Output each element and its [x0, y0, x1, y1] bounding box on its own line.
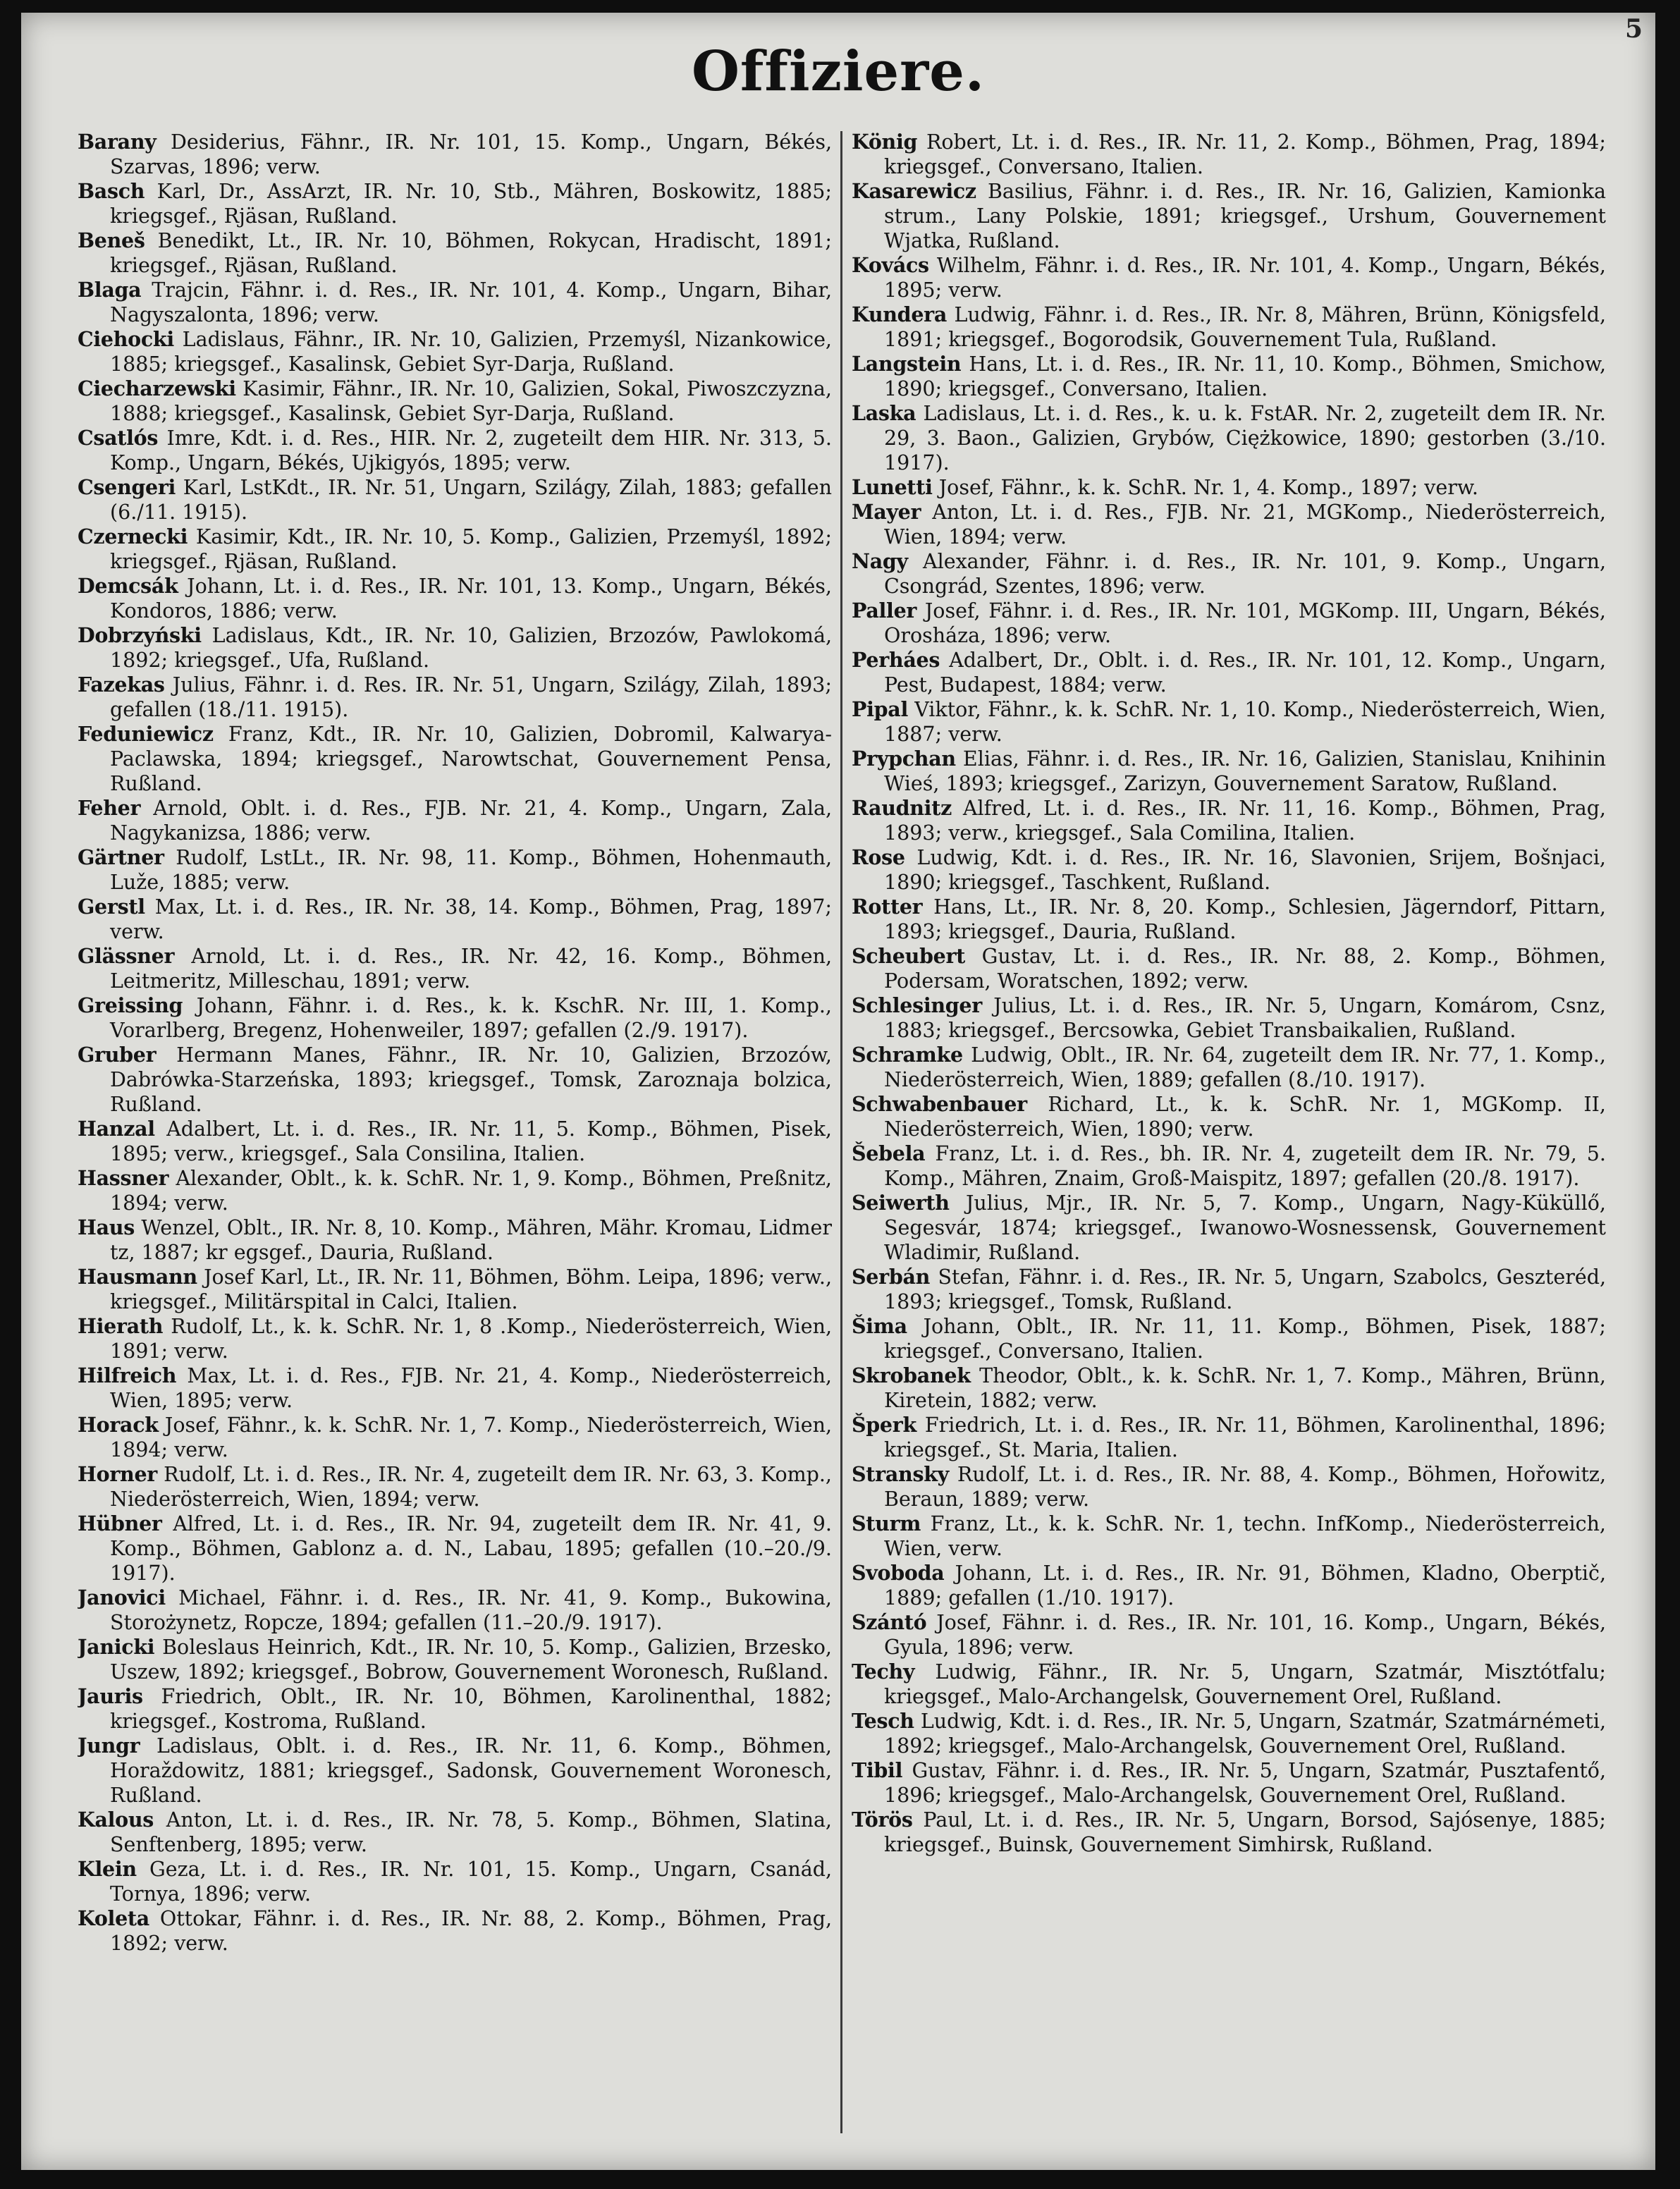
officer-entry [78, 1808, 832, 1857]
officer-surname: Horack [78, 1413, 159, 1437]
page-number: 5 [1624, 14, 1643, 44]
officer-entry [852, 500, 1606, 549]
officer-details: Ludwig, Fähnr., IR. Nr. 5, Ungarn, Szatmár, Misztótfalu; kriegsgef., Malo-Archangelsk, Gouvernement Orel, Rußland. [884, 1660, 1606, 1708]
officer-surname: Scheubert [852, 944, 966, 968]
officer-entry [78, 722, 832, 796]
officer-details: Josef, Fähnr., k. k. SchR. Nr. 1, 4. Komp., 1897; verw. [938, 476, 1478, 499]
officer-entry [78, 1635, 832, 1684]
officer-surname: Nagy [852, 549, 908, 573]
officer-details: Johann, Fähnr. i. d. Res., k. k. KschR. Nr. III, 1. Komp., Vorarlberg, Bregenz, Hohenweiler, 1897; gefallen (2./9. 1917). [110, 994, 832, 1042]
officer-entry [78, 1586, 832, 1635]
officer-surname: Lunetti [852, 475, 933, 499]
officer-surname: Barany [78, 130, 157, 154]
officer-surname: Törös [852, 1808, 913, 1832]
officer-surname: Horner [78, 1462, 158, 1486]
officer-entry [852, 1141, 1606, 1191]
officer-details: Franz, Lt., k. k. SchR. Nr. 1, techn. InfKomp., Niederösterreich, Wien, verw. [884, 1512, 1606, 1560]
officer-details: Max, Lt. i. d. Res., FJB. Nr. 21, 4. Komp., Niederösterreich, Wien, 1895; verw. [110, 1364, 832, 1412]
officer-details: Viktor, Fähnr., k. k. SchR. Nr. 1, 10. Komp., Niederösterreich, Wien, 1887; verw. [884, 698, 1606, 746]
officer-entry [78, 426, 832, 475]
officer-surname: Stransky [852, 1462, 949, 1486]
officer-surname: Serbán [852, 1265, 931, 1289]
officer-entry [852, 549, 1606, 599]
officer-surname: Hübner [78, 1512, 162, 1535]
officer-details: Alfred, Lt. i. d. Res., IR. Nr. 11, 16. Komp., Böhmen, Prag, 1893; verw., kriegsgef., Sala Comilina, Italien. [884, 797, 1606, 845]
officer-entry [78, 993, 832, 1043]
officer-surname: Ciehocki [78, 327, 174, 351]
officer-details: Karl, Dr., AssArzt, IR. Nr. 10, Stb., Mähren, Boskowitz, 1885; kriegsgef., Rjäsan, Rußland. [110, 180, 832, 228]
officer-surname: Kundera [852, 302, 948, 326]
officer-details: Hans, Lt., IR. Nr. 8, 20. Komp., Schlesien, Jägerndorf, Pittarn, 1893; kriegsgef., Dauria, Rußland. [884, 895, 1606, 943]
officer-entry [852, 1092, 1606, 1141]
officer-entry [852, 1191, 1606, 1265]
officer-entry [852, 1808, 1606, 1857]
officer-surname: Techy [852, 1660, 915, 1684]
officer-surname: Schramke [852, 1043, 963, 1067]
officer-surname: Skrobanek [852, 1363, 971, 1387]
officer-surname: Svoboda [852, 1561, 945, 1585]
officer-entry [78, 228, 832, 278]
officer-surname: Jauris [78, 1684, 143, 1708]
officer-entry [78, 1117, 832, 1166]
officer-details: Geza, Lt. i. d. Res., IR. Nr. 101, 15. Komp., Ungarn, Csanád, Tornya, 1896; verw. [110, 1858, 832, 1906]
officer-entry [78, 179, 832, 228]
officer-surname: Czernecki [78, 525, 188, 548]
officer-entry [78, 1314, 832, 1363]
officer-surname: Feduniewicz [78, 722, 214, 746]
officer-details: Gustav, Fähnr. i. d. Res., IR. Nr. 5, Ungarn, Szatmár, Pusztafentő, 1896; kriegsgef., Malo-Archangelsk, Gouvernement Orel, Rußland. [884, 1759, 1606, 1807]
officer-entry [78, 327, 832, 376]
officer-details: Paul, Lt. i. d. Res., IR. Nr. 5, Ungarn, Borsod, Sajósenye, 1885; kriegsgef., Buinsk, Gouvernement Simhirsk, Rußland. [884, 1808, 1606, 1856]
officer-details: Adalbert, Dr., Oblt. i. d. Res., IR. Nr. 101, 12. Komp., Ungarn, Pest, Budapest, 1884; verw. [884, 649, 1606, 697]
officer-details: Johann, Oblt., IR. Nr. 11, 11. Komp., Böhmen, Pisek, 1887; kriegsgef., Conversano, Italien. [884, 1315, 1606, 1363]
officer-surname: Demcsák [78, 574, 178, 598]
officer-entry [852, 1043, 1606, 1092]
officer-surname: Šima [852, 1314, 907, 1338]
officer-entry [852, 747, 1606, 796]
officer-surname: Greissing [78, 993, 183, 1017]
officer-entry [78, 278, 832, 327]
officer-entry [78, 1265, 832, 1314]
officer-surname: Jungr [78, 1734, 140, 1758]
officer-surname: Kalous [78, 1808, 154, 1832]
officer-details: Max, Lt. i. d. Res., IR. Nr. 38, 14. Komp., Böhmen, Prag, 1897; verw. [110, 895, 832, 943]
officer-surname: Csengeri [78, 475, 176, 499]
officer-entry [78, 1043, 832, 1117]
officer-entry [78, 1857, 832, 1906]
officer-surname: Kovács [852, 253, 929, 277]
officer-details: Kasimir, Fähnr., IR. Nr. 10, Galizien, Sokal, Piwoszczyzna, 1888; kriegsgef., Kasalinsk, Gebiet Syr-Darja, Rußland. [110, 377, 832, 425]
officer-entry [78, 1906, 832, 1956]
officer-surname: König [852, 130, 918, 154]
officer-details: Gustav, Lt. i. d. Res., IR. Nr. 88, 2. Komp., Böhmen, Podersam, Woratschen, 1892; verw. [884, 945, 1606, 993]
officer-entry [78, 525, 832, 574]
officer-details: Richard, Lt., k. k. SchR. Nr. 1, MGKomp. II, Niederösterreich, Wien, 1890; verw. [884, 1093, 1606, 1141]
officer-surname: Gruber [78, 1043, 157, 1067]
officer-details: Ladislaus, Fähnr., IR. Nr. 10, Galizien, Przemyśl, Nizankowice, 1885; kriegsgef., Kasalinsk, Gebiet Syr-Darja, Rußland. [110, 328, 832, 376]
officer-details: Alexander, Oblt., k. k. SchR. Nr. 1, 9. Komp., Böhmen, Preßnitz, 1894; verw. [110, 1167, 832, 1215]
officer-details: Adalbert, Lt. i. d. Res., IR. Nr. 11, 5. Komp., Böhmen, Pisek, 1895; verw., kriegsgef., Sala Consilina, Italien. [110, 1117, 832, 1165]
officer-surname: Paller [852, 599, 917, 623]
officer-details: Ladislaus, Kdt., IR. Nr. 10, Galizien, Brzozów, Pawlokomá, 1892; kriegsgef., Ufa, Rußland. [110, 624, 832, 672]
officer-entry [78, 1462, 832, 1512]
officer-entry [852, 1610, 1606, 1660]
officer-entry [78, 944, 832, 993]
page-title: Offiziere. [691, 39, 986, 104]
officer-surname: Tibil [852, 1758, 903, 1782]
officer-surname: Mayer [852, 500, 921, 524]
officer-surname: Langstein [852, 352, 962, 376]
officer-entry [78, 574, 832, 623]
officer-details: Benedikt, Lt., IR. Nr. 10, Böhmen, Rokycan, Hradischt, 1891; kriegsgef., Rjäsan, Rußland. [110, 229, 832, 277]
officer-entry [852, 475, 1606, 500]
officer-entry [78, 1684, 832, 1734]
officer-entry [78, 475, 832, 525]
officer-details: Michael, Fähnr. i. d. Res., IR. Nr. 41, 9. Komp., Bukowina, Storożynetz, Ropcze, 1894; gefallen (11.–20./9. 1917). [110, 1586, 832, 1634]
officer-surname: Glässner [78, 944, 175, 968]
officer-details: Rudolf, Lt. i. d. Res., IR. Nr. 88, 4. Komp., Böhmen, Hořowitz, Beraun, 1889; verw. [884, 1463, 1606, 1511]
officer-details: Wilhelm, Fähnr. i. d. Res., IR. Nr. 101, 4. Komp., Ungarn, Békés, 1895; verw. [884, 254, 1606, 302]
officer-entry [78, 895, 832, 944]
officer-entry [852, 1363, 1606, 1413]
officer-details: Trajcin, Fähnr. i. d. Res., IR. Nr. 101, 4. Komp., Ungarn, Bihar, Nagyszalonta, 1896; verw. [110, 278, 832, 326]
officer-details: Ladislaus, Oblt. i. d. Res., IR. Nr. 11, 6. Komp., Böhmen, Horaždowitz, 1881; kriegsgef., Sadonsk, Gouvernement Woronesch, Rußland. [110, 1734, 832, 1807]
officer-details: Anton, Lt. i. d. Res., IR. Nr. 78, 5. Komp., Böhmen, Slatina, Senftenberg, 1895; verw. [110, 1808, 832, 1856]
officer-details: Josef Karl, Lt., IR. Nr. 11, Böhmen, Böhm. Leipa, 1896; verw., kriegsgef., Militärspital in Calci, Italien. [110, 1265, 832, 1313]
officer-entry [78, 1166, 832, 1215]
officer-entry [852, 1758, 1606, 1808]
officer-details: Anton, Lt. i. d. Res., FJB. Nr. 21, MGKomp., Niederösterreich, Wien, 1894; verw. [884, 501, 1606, 548]
officer-entry [78, 376, 832, 426]
officer-details: Arnold, Oblt. i. d. Res., FJB. Nr. 21, 4. Komp., Ungarn, Zala, Nagykanizsa, 1886; verw. [110, 797, 832, 845]
officer-surname: Haus [78, 1215, 135, 1239]
officer-surname: Perháes [852, 648, 940, 672]
officer-details: Karl, LstKdt., IR. Nr. 51, Ungarn, Szilágy, Zilah, 1883; gefallen (6./11. 1915). [110, 476, 832, 524]
officer-entry [852, 1709, 1606, 1758]
officer-surname: Raudnitz [852, 796, 952, 820]
officer-entry [78, 1413, 832, 1462]
officer-details: Ludwig, Kdt. i. d. Res., IR. Nr. 16, Slavonien, Srijem, Bošnjaci, 1890; kriegsgef., Taschkent, Rußland. [884, 846, 1606, 894]
officer-details: Julius, Lt. i. d. Res., IR. Nr. 5, Ungarn, Komárom, Csnz, 1883; kriegsgef., Bercsowka, Gebiet Transbaikalien, Rußland. [884, 994, 1606, 1042]
officer-entry [78, 1512, 832, 1586]
officer-details: Josef, Fähnr. i. d. Res., IR. Nr. 101, 16. Komp., Ungarn, Békés, Gyula, 1896; verw. [884, 1611, 1606, 1659]
officer-surname: Prypchan [852, 747, 956, 771]
officer-details: Elias, Fähnr. i. d. Res., IR. Nr. 16, Galizien, Stanislau, Knihinin Wieś, 1893; kriegsgef., Zarizyn, Gouvernement Saratow, Rußland. [884, 747, 1606, 795]
officer-entry [852, 1462, 1606, 1512]
officer-surname: Rotter [852, 895, 923, 919]
officer-details: Ottokar, Fähnr. i. d. Res., IR. Nr. 88, 2. Komp., Böhmen, Prag, 1892; verw. [110, 1907, 832, 1955]
officer-surname: Fazekas [78, 673, 165, 697]
officer-details: Johann, Lt. i. d. Res., IR. Nr. 91, Böhmen, Kladno, Oberptič, 1889; gefallen (1./10. 1917). [884, 1562, 1606, 1609]
officer-details: Boleslaus Heinrich, Kdt., IR. Nr. 10, 5. Komp., Galizien, Brzesko, Uszew, 1892; kriegsgef., Bobrow, Gouvernement Woronesch, Rußland. [110, 1636, 832, 1684]
officer-details: Ludwig, Kdt. i. d. Res., IR. Nr. 5, Ungarn, Szatmár, Szatmárnémeti, 1892; kriegsgef., Malo-Archangelsk, Gouvernement Orel, Rußland. [884, 1710, 1606, 1758]
officer-entry [852, 944, 1606, 993]
officer-entry [852, 845, 1606, 895]
officer-entry [852, 1413, 1606, 1462]
officer-entry [78, 673, 832, 722]
officer-surname: Koleta [78, 1906, 149, 1930]
officer-entry [852, 697, 1606, 747]
officer-surname: Hilfreich [78, 1363, 177, 1387]
officer-entry [852, 1561, 1606, 1610]
officer-surname: Šperk [852, 1413, 916, 1437]
officer-surname: Laska [852, 401, 916, 425]
officer-entry [78, 1734, 832, 1808]
officer-surname: Feher [78, 796, 141, 820]
officer-details: Hermann Manes, Fähnr., IR. Nr. 10, Galizien, Brzozów, Dabrówka-Starzeńska, 1893; kriegsgef., Tomsk, Zaroznaja bolzica, Rußland. [110, 1043, 832, 1116]
officer-surname: Sturm [852, 1512, 921, 1535]
right-column [852, 130, 1606, 2149]
officer-surname: Ciecharzewski [78, 376, 236, 400]
officer-surname: Seiwerth [852, 1191, 950, 1215]
officer-surname: Klein [78, 1857, 137, 1881]
officer-entry [852, 993, 1606, 1043]
officer-details: Ladislaus, Lt. i. d. Res., k. u. k. FstAR. Nr. 2, zugeteilt dem IR. Nr. 29, 3. Baon., Galizien, Grybów, Ciężkowice, 1890; gestorben (3./10. 1917). [884, 402, 1606, 474]
officer-details: Johann, Lt. i. d. Res., IR. Nr. 101, 13. Komp., Ungarn, Békés, Kondoros, 1886; verw. [110, 575, 832, 623]
officer-surname: Janicki [78, 1635, 155, 1659]
officer-surname: Hassner [78, 1166, 169, 1190]
officer-details: Alfred, Lt. i. d. Res., IR. Nr. 94, zugeteilt dem IR. Nr. 41, 9. Komp., Böhmen, Gablonz a. d. N., Labau, 1895; gefallen (10.–20./9. 1917). [110, 1512, 832, 1585]
column-divider [840, 131, 842, 2133]
officer-details: Friedrich, Lt. i. d. Res., IR. Nr. 11, Böhmen, Karolinenthal, 1896; kriegsgef., St. Maria, Italien. [884, 1414, 1606, 1461]
officer-details: Hans, Lt. i. d. Res., IR. Nr. 11, 10. Komp., Böhmen, Smichow, 1890; kriegsgef., Conversano, Italien. [884, 352, 1606, 400]
officer-entry [78, 845, 832, 895]
officer-surname: Basch [78, 179, 145, 203]
officer-surname: Janovici [78, 1586, 166, 1609]
officer-details: Desiderius, Fähnr., IR. Nr. 101, 15. Komp., Ungarn, Békés, Szarvas, 1896; verw. [110, 130, 832, 178]
left-column [78, 130, 832, 2149]
officer-details: Ludwig, Fähnr. i. d. Res., IR. Nr. 8, Mähren, Brünn, Königsfeld, 1891; kriegsgef., Bogorodsik, Gouvernement Tula, Rußland. [884, 303, 1606, 351]
officer-details: Stefan, Fähnr. i. d. Res., IR. Nr. 5, Ungarn, Szabolcs, Geszteréd, 1893; kriegsgef., Tomsk, Rußland. [884, 1265, 1606, 1313]
officer-entry [852, 253, 1606, 302]
officer-details: Rudolf, Lt., k. k. SchR. Nr. 1, 8 .Komp., Niederösterreich, Wien, 1891; verw. [110, 1315, 832, 1363]
officer-entry [852, 302, 1606, 352]
officer-surname: Hierath [78, 1314, 164, 1338]
officer-entry [852, 1660, 1606, 1709]
officer-entry [78, 1363, 832, 1413]
officer-surname: Šebela [852, 1141, 926, 1165]
officer-surname: Schwabenbauer [852, 1092, 1027, 1116]
officer-details: Ludwig, Oblt., IR. Nr. 64, zugeteilt dem IR. Nr. 77, 1. Komp., Niederösterreich, Wien, 1889; gefallen (8./10. 1917). [884, 1043, 1606, 1091]
officer-surname: Hausmann [78, 1265, 197, 1289]
officer-entry [852, 401, 1606, 475]
officer-details: Wenzel, Oblt., IR. Nr. 8, 10. Komp., Mähren, Mähr. Kromau, Lidmer tz, 1887; kr egsgef., Dauria, Rußland. [110, 1216, 832, 1264]
officer-surname: Gärtner [78, 845, 164, 869]
officer-entry [852, 895, 1606, 944]
officer-details: Theodor, Oblt., k. k. SchR. Nr. 1, 7. Komp., Mähren, Brünn, Kiretein, 1882; verw. [884, 1364, 1606, 1412]
officer-details: Julius, Mjr., IR. Nr. 5, 7. Komp., Ungarn, Nagy-Küküllő, Segesvár, 1874; kriegsgef., Iwanowo-Wosnessensk, Gouvernement Wladimir, Rußland. [884, 1191, 1606, 1264]
officer-details: Josef, Fähnr., k. k. SchR. Nr. 1, 7. Komp., Niederösterreich, Wien, 1894; verw. [110, 1414, 832, 1461]
officer-surname: Hanzal [78, 1117, 155, 1141]
officer-entry [78, 130, 832, 179]
officer-details: Rudolf, LstLt., IR. Nr. 98, 11. Komp., Böhmen, Hohenmauth, Luže, 1885; verw. [110, 846, 832, 894]
officer-entry [852, 352, 1606, 401]
officer-entry [852, 179, 1606, 253]
officer-entry [852, 1512, 1606, 1561]
officer-surname: Kasarewicz [852, 179, 976, 203]
officer-surname: Gerstl [78, 895, 145, 919]
officer-details: Arnold, Lt. i. d. Res., IR. Nr. 42, 16. Komp., Böhmen, Leitmeritz, Milleschau, 1891; verw. [110, 945, 832, 993]
document-page [21, 13, 1655, 2170]
officer-details: Julius, Fähnr. i. d. Res. IR. Nr. 51, Ungarn, Szilágy, Zilah, 1893; gefallen (18./11. 1915). [110, 673, 832, 721]
officer-details: Rudolf, Lt. i. d. Res., IR. Nr. 4, zugeteilt dem IR. Nr. 63, 3. Komp., Niederösterreich, Wien, 1894; verw. [110, 1463, 832, 1511]
officer-entry [78, 796, 832, 845]
officer-surname: Schlesinger [852, 993, 982, 1017]
officer-details: Basilius, Fähnr. i. d. Res., IR. Nr. 16, Galizien, Kamionka strum., Lany Polskie, 1891; kriegsgef., Urshum, Gouvernement Wjatka, Rußland. [884, 180, 1606, 252]
officer-surname: Rose [852, 845, 905, 869]
officer-details: Franz, Lt. i. d. Res., bh. IR. Nr. 4, zugeteilt dem IR. Nr. 79, 5. Komp., Mähren, Znaim, Groß-Maispitz, 1897; gefallen (20./8. 1917). [884, 1142, 1606, 1190]
officer-details: Imre, Kdt. i. d. Res., HIR. Nr. 2, zugeteilt dem HIR. Nr. 313, 5. Komp., Ungarn, Békés, Ujkigyós, 1895; verw. [110, 427, 832, 474]
officer-details: Franz, Kdt., IR. Nr. 10, Galizien, Dobromil, Kalwarya-Paclawska, 1894; kriegsgef., Narowtschat, Gouvernement Pensa, Rußland. [110, 723, 832, 795]
officer-surname: Tesch [852, 1709, 914, 1733]
officer-surname: Blaga [78, 278, 142, 302]
officer-surname: Szántó [852, 1610, 927, 1634]
officer-entry [852, 1265, 1606, 1314]
officer-surname: Pipal [852, 697, 908, 721]
officer-entry [852, 648, 1606, 697]
officer-surname: Dobrzyński [78, 623, 202, 647]
officer-details: Alexander, Fähnr. i. d. Res., IR. Nr. 101, 9. Komp., Ungarn, Csongrád, Szentes, 1896; verw. [884, 550, 1606, 598]
officer-details: Kasimir, Kdt., IR. Nr. 10, 5. Komp., Galizien, Przemyśl, 1892; kriegsgef., Rjäsan, Rußland. [110, 525, 832, 573]
officer-surname: Csatlós [78, 426, 159, 450]
officer-entry [78, 1215, 832, 1265]
officer-details: Robert, Lt. i. d. Res., IR. Nr. 11, 2. Komp., Böhmen, Prag, 1894; kriegsgef., Conversano, Italien. [884, 130, 1606, 178]
officer-details: Friedrich, Oblt., IR. Nr. 10, Böhmen, Karolinenthal, 1882; kriegsgef., Kostroma, Rußland. [110, 1685, 832, 1733]
officer-entry [78, 623, 832, 673]
officer-surname: Beneš [78, 228, 145, 252]
officer-details: Josef, Fähnr. i. d. Res., IR. Nr. 101, MGKomp. III, Ungarn, Békés, Orosháza, 1896; verw. [884, 599, 1606, 647]
officer-entry [852, 1314, 1606, 1363]
officer-entry [852, 796, 1606, 845]
officer-entry [852, 599, 1606, 648]
officer-entry [852, 130, 1606, 179]
